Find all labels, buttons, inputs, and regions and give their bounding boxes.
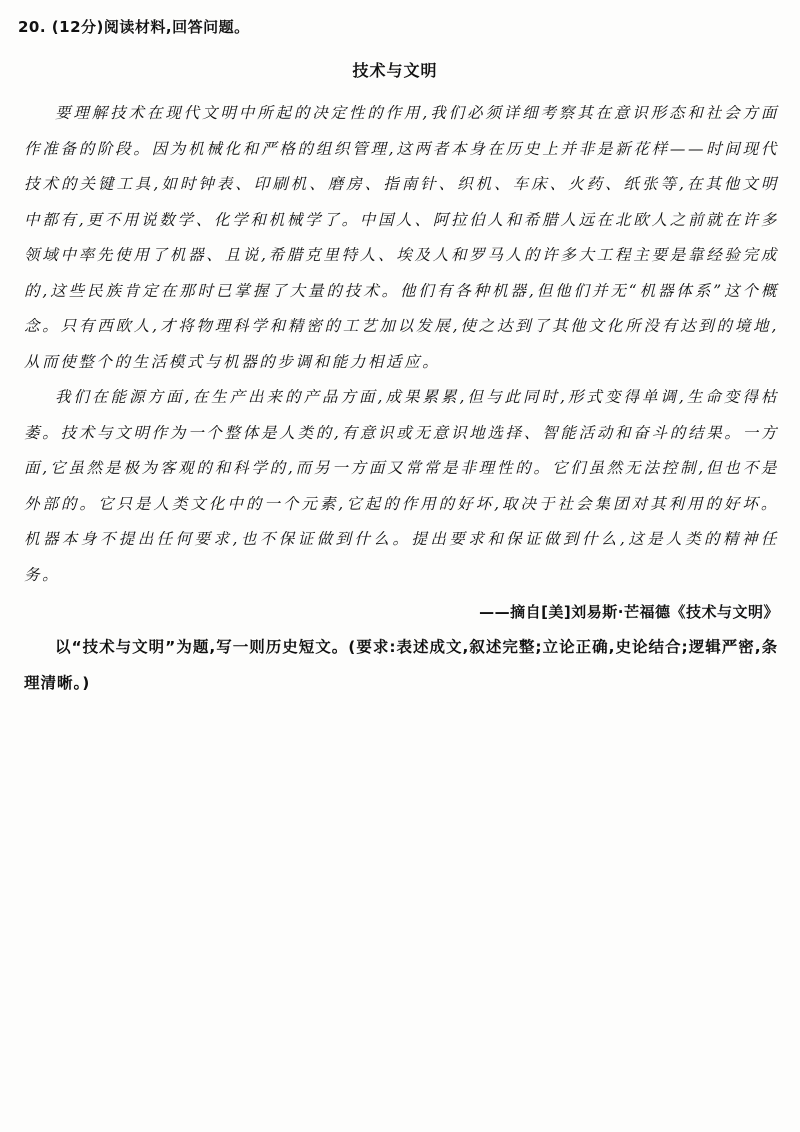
question-task: 以“技术与文明”为题,写一则历史短文。(要求:表述成文,叙述完整;立论正确,史论结合;逻辑严密,条理清晰。) bbox=[24, 638, 779, 692]
passage-title: 技术与文明 bbox=[352, 61, 438, 80]
passage-source: ——摘自[美]刘易斯·芒福德《技术与文明》 bbox=[479, 603, 779, 621]
passage-paragraph: 要理解技术在现代文明中所起的决定性的作用,我们必须详细考察其在意识形态和社会方面作准备的阶段。因为机械化和严格的组织管理,这两者本身在历史上并非是新花样——时间现代技术的关键工具,如时钟表、印刷机、磨房、指南针、织机、车床、火药、纸张等,在其他文明中都有,更不用说数学、化学和机械学了。中国人、阿拉伯人和希腊人远在北欧人之前就在许多领域中率先使用了机器、且说,希腊克里特人、埃及人和罗马人的许多大工程主要是靠经验完成的,这些民族肯定在那时已掌握了大量的技术。他们有各种机器,但他们并无“机器体系”这个概念。只有西欧人,才将物理科学和精密的工艺加以发展,使之达到了其他文化所没有达到的境地,从而使整个的生活模式与机器的步调和能力相适应。 bbox=[24, 104, 779, 371]
question-header: 20. (12分)阅读材料,回答问题。 bbox=[18, 18, 250, 36]
passage-paragraph: 我们在能源方面,在生产出来的产品方面,成果累累,但与此同时,形式变得单调,生命变得枯萎。技术与文明作为一个整体是人类的,有意识或无意识地选择、智能活动和奋斗的结果。一方面,它虽然是极为客观的和科学的,而另一方面又常常是非理性的。它们虽然无法控制,但也不是外部的。它只是人类文化中的一个元素,它起的作用的好坏,取决于社会集团对其利用的好坏。机器本身不提出任何要求,也不保证做到什么。提出要求和保证做到什么,这是人类的精神任务。 bbox=[24, 388, 779, 584]
passage-body bbox=[24, 96, 779, 701]
